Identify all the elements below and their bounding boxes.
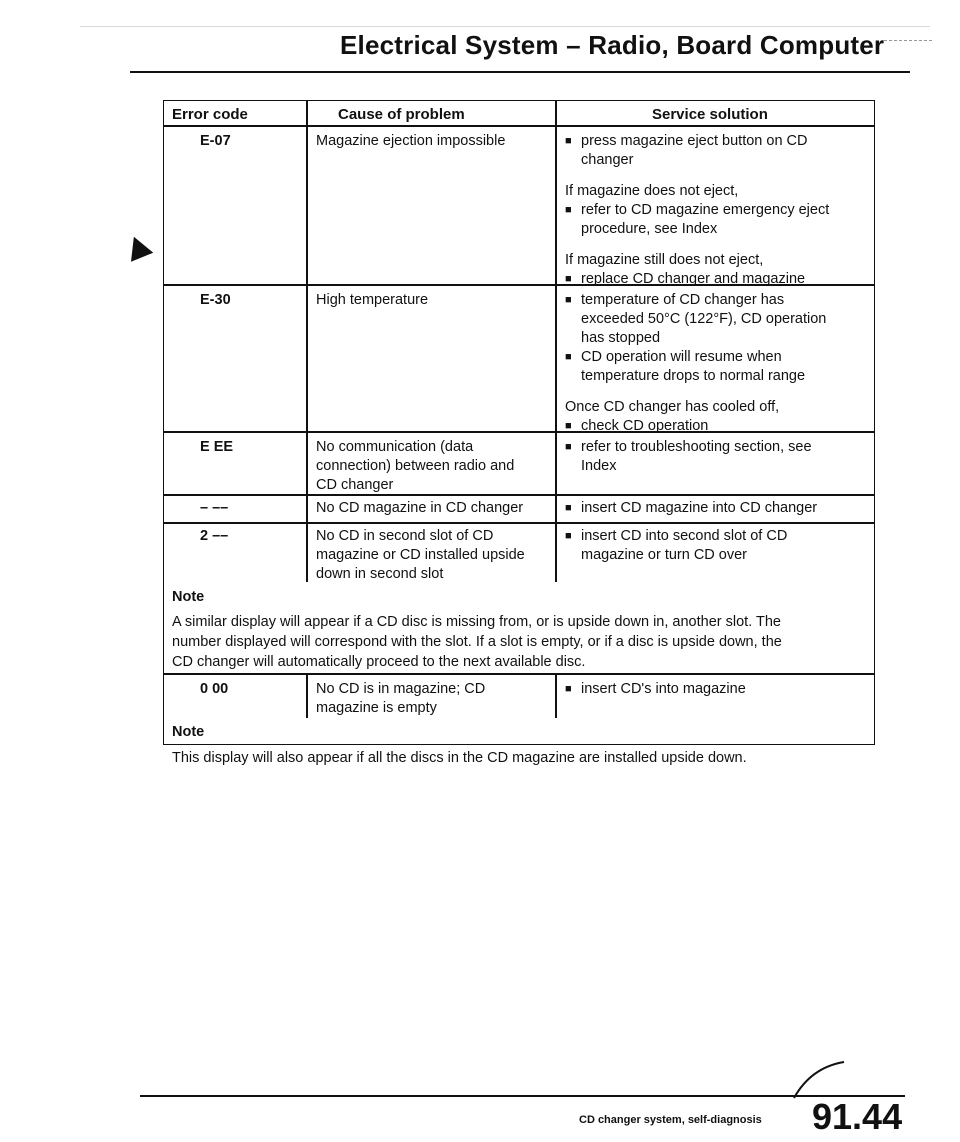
- solution-block: [565, 438, 870, 476]
- title-rule: [130, 71, 910, 73]
- cause-text: Magazine ejection impossible: [316, 133, 506, 149]
- solution-block: [565, 680, 870, 699]
- bullet-icon: ■: [565, 441, 572, 453]
- note-label: Note: [172, 724, 205, 740]
- solution-item: [565, 270, 870, 289]
- solution-line: If magazine still does not eject,: [565, 252, 764, 268]
- note-line: This display will also appear if all the discs in the CD magazine are installed upside down.: [172, 750, 747, 766]
- solution-line: insert CD into second slot of CD: [581, 528, 788, 544]
- cause-text: [316, 438, 514, 495]
- solution-line: has stopped: [581, 330, 661, 346]
- bullet-icon: ■: [565, 294, 572, 306]
- bullet-icon: ■: [565, 351, 572, 363]
- bullet-icon: ■: [565, 420, 572, 432]
- column-divider: [555, 673, 557, 718]
- bullet-icon: ■: [565, 683, 572, 695]
- error-code: E-30: [200, 292, 231, 308]
- solution-line: check CD operation: [581, 418, 709, 434]
- solution-line: changer: [581, 152, 634, 168]
- solution-item: [565, 132, 870, 170]
- solution-line: exceeded 50°C (122°F), CD operation: [581, 311, 827, 327]
- solution-item: [565, 680, 870, 699]
- solution-item: [565, 201, 870, 239]
- solution-item: [565, 499, 870, 518]
- solution-block: [565, 132, 870, 289]
- solution-block: [565, 527, 870, 565]
- header-divider: [163, 125, 875, 127]
- footer-label: CD changer system, self-diagnosis: [579, 1114, 762, 1126]
- solution-line: magazine or turn CD over: [581, 547, 748, 563]
- solution-item: [565, 438, 870, 476]
- solution-item: [565, 291, 870, 348]
- solution-item: [565, 417, 870, 436]
- column-divider: [555, 100, 557, 582]
- page-number: 91.44: [812, 1096, 903, 1137]
- solution-line: temperature drops to normal range: [581, 368, 806, 384]
- solution-block: [565, 499, 870, 518]
- solution-line: replace CD changer and magazine: [581, 271, 806, 287]
- solution-item: [565, 527, 870, 565]
- cause-line: magazine is empty: [316, 700, 437, 716]
- solution-line: Index: [581, 458, 617, 474]
- row-divider: [163, 522, 875, 524]
- solution-line: refer to CD magazine emergency eject: [581, 202, 830, 218]
- cause-line: down in second slot: [316, 566, 444, 582]
- cause-text: [316, 527, 525, 584]
- cause-text: No CD magazine in CD changer: [316, 500, 524, 516]
- cause-line: CD changer: [316, 477, 394, 493]
- note-label: Note: [172, 589, 205, 605]
- error-code: 0 00: [200, 681, 229, 697]
- solution-line: refer to troubleshooting section, see: [581, 439, 812, 455]
- cause-text: High temperature: [316, 292, 429, 308]
- cause-line: No CD in second slot of CD: [316, 528, 494, 544]
- solution-block: [565, 291, 870, 436]
- note-line: number displayed will correspond with the slot. If a slot is empty, or if a disc is upside down, the: [172, 634, 782, 650]
- solution-item: [565, 348, 870, 386]
- cause-line: No CD is in magazine; CD: [316, 681, 486, 697]
- bullet-icon: ■: [565, 273, 572, 285]
- row-divider: [163, 494, 875, 496]
- column-divider: [306, 100, 308, 582]
- solution-line: insert CD's into magazine: [581, 681, 746, 697]
- bullet-icon: ■: [565, 204, 572, 216]
- header-error-code: Error code: [172, 106, 248, 123]
- cause-line: connection) between radio and: [316, 458, 515, 474]
- note-line: CD changer will automatically proceed to the next available disc.: [172, 654, 586, 670]
- column-divider: [306, 673, 308, 718]
- solution-line: Once CD changer has cooled off,: [565, 399, 780, 415]
- solution-line: press magazine eject button on CD: [581, 133, 808, 149]
- row-divider: [163, 673, 875, 675]
- note-text: [172, 612, 872, 672]
- footer-rule: [140, 1095, 905, 1097]
- bullet-icon: ■: [565, 135, 572, 147]
- bullet-icon: ■: [565, 502, 572, 514]
- decorative-dash: [884, 40, 932, 41]
- error-code: E EE: [200, 439, 234, 455]
- note-text: [172, 748, 872, 768]
- cause-line: magazine or CD installed upside: [316, 547, 525, 563]
- top-rule: [80, 26, 930, 27]
- solution-line: insert CD magazine into CD changer: [581, 500, 818, 516]
- error-code: E-07: [200, 133, 231, 149]
- header-service: Service solution: [652, 106, 768, 123]
- solution-line: CD operation will resume when: [581, 349, 782, 365]
- page-title: Electrical System – Radio, Board Computer: [340, 30, 885, 60]
- solution-line: If magazine does not eject,: [565, 183, 739, 199]
- cause-text: [316, 680, 485, 718]
- solution-line: temperature of CD changer has: [581, 292, 785, 308]
- cause-line: No communication (data: [316, 439, 474, 455]
- margin-mark-icon: [123, 232, 153, 261]
- bullet-icon: ■: [565, 530, 572, 542]
- error-code: 2 ––: [200, 528, 229, 544]
- error-code: – ––: [200, 500, 229, 516]
- note-line: A similar display will appear if a CD disc is missing from, or is upside down in, another slot. The: [172, 614, 781, 630]
- header-cause: Cause of problem: [338, 106, 465, 123]
- solution-line: procedure, see Index: [581, 221, 718, 237]
